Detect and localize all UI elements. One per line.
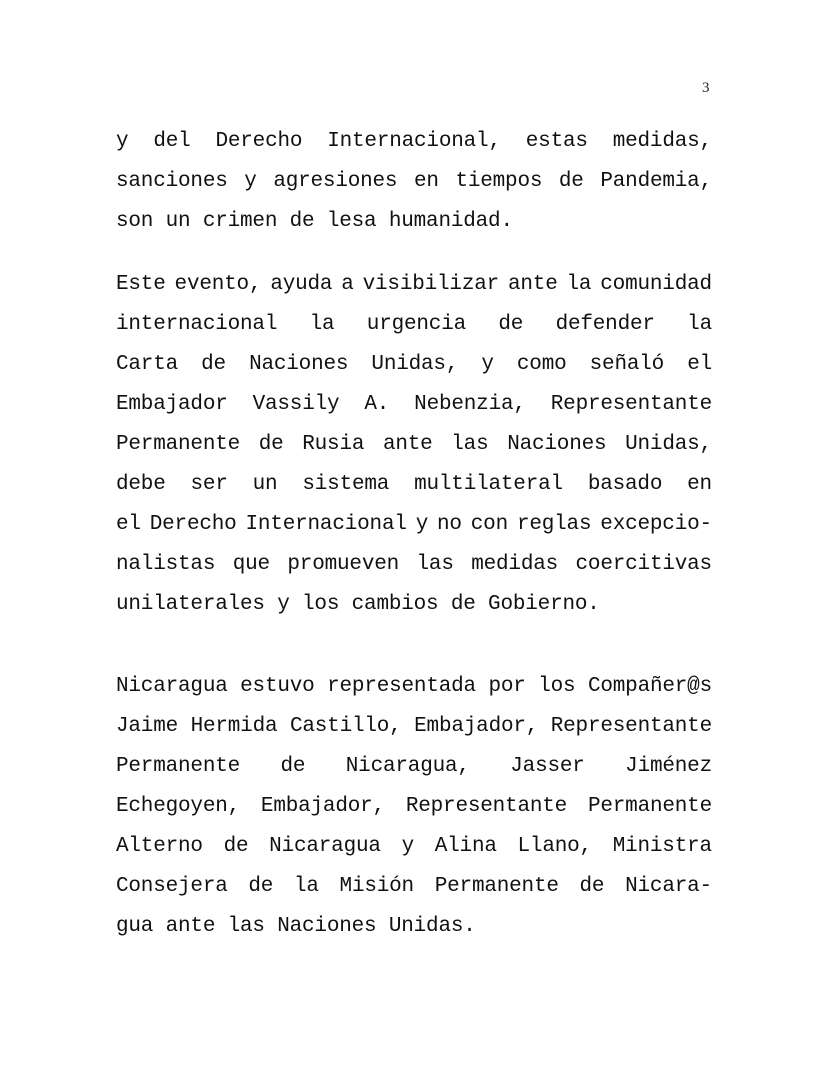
word: señaló bbox=[589, 353, 665, 376]
word: Unidas, bbox=[371, 353, 459, 376]
word: y bbox=[415, 513, 429, 536]
word: Consejera bbox=[116, 875, 228, 898]
text-line bbox=[116, 667, 712, 707]
word: promueven bbox=[287, 553, 400, 576]
word: medidas bbox=[471, 553, 559, 576]
paragraph-2 bbox=[116, 265, 712, 625]
word: Embajador bbox=[116, 393, 228, 416]
text-line bbox=[116, 385, 712, 425]
word: Internacional bbox=[245, 513, 407, 536]
word: excepcio- bbox=[600, 513, 712, 536]
word: las bbox=[451, 433, 489, 456]
word: del bbox=[153, 130, 191, 153]
word: Nicaragua, bbox=[345, 755, 470, 778]
word: defender bbox=[555, 313, 655, 336]
word: representada bbox=[327, 675, 476, 698]
text-line bbox=[116, 545, 712, 585]
word: de bbox=[280, 755, 306, 778]
text-line bbox=[116, 265, 712, 305]
word: Ministra bbox=[612, 835, 712, 858]
word: reglas bbox=[516, 513, 592, 536]
word: de bbox=[248, 875, 274, 898]
word: Jaime bbox=[116, 715, 179, 738]
word: Alina bbox=[434, 835, 497, 858]
text-line bbox=[116, 162, 712, 202]
word: Unidas, bbox=[625, 433, 712, 456]
word: Nicaragua bbox=[269, 835, 381, 858]
word: Misión bbox=[339, 875, 414, 898]
word: Compañer@s bbox=[587, 675, 712, 698]
word: la bbox=[566, 273, 592, 296]
word: Rusia bbox=[302, 433, 365, 456]
text-line bbox=[116, 707, 712, 747]
word: Nicara- bbox=[625, 875, 712, 898]
word: Llano, bbox=[517, 835, 592, 858]
word: estas bbox=[525, 130, 588, 153]
word: Embajador, bbox=[414, 715, 539, 738]
word: Alterno bbox=[116, 835, 203, 858]
word: a bbox=[341, 273, 354, 296]
word: debe bbox=[116, 473, 166, 496]
word: nalistas bbox=[116, 553, 216, 576]
word: comunidad bbox=[600, 273, 712, 296]
word: y bbox=[401, 835, 414, 858]
word: y bbox=[244, 170, 257, 193]
word: multilateral bbox=[414, 473, 563, 496]
paragraph-3 bbox=[116, 667, 712, 947]
word: Hermida bbox=[190, 715, 278, 738]
word: Jasser bbox=[510, 755, 585, 778]
word: Embajador, bbox=[260, 795, 385, 818]
word: en bbox=[687, 473, 712, 496]
word: Representante bbox=[405, 795, 568, 818]
word: Nebenzia, bbox=[414, 393, 526, 416]
word: el bbox=[116, 513, 141, 536]
text-line bbox=[116, 787, 712, 827]
text-line bbox=[116, 747, 712, 787]
text-line bbox=[116, 505, 712, 545]
word: Vassily bbox=[252, 393, 340, 416]
text-line bbox=[116, 425, 712, 465]
word: en bbox=[413, 170, 439, 193]
word: Permanente bbox=[116, 755, 241, 778]
word: no bbox=[437, 513, 462, 536]
word: Permanente bbox=[116, 433, 241, 456]
word: los bbox=[538, 675, 576, 698]
word: Echegoyen, bbox=[116, 795, 241, 818]
word: A. bbox=[364, 393, 390, 416]
word: de bbox=[258, 433, 284, 456]
word: Castillo, bbox=[289, 715, 402, 738]
text-line: gua ante las Naciones Unidas. bbox=[116, 915, 476, 938]
word: Jiménez bbox=[625, 755, 712, 778]
text-line: son un crimen de lesa humanidad. bbox=[116, 210, 513, 233]
word: de bbox=[201, 353, 226, 376]
word: el bbox=[687, 353, 712, 376]
word: de bbox=[558, 170, 584, 193]
word: Representante bbox=[550, 393, 712, 416]
word: Naciones bbox=[507, 433, 607, 456]
word: Carta bbox=[116, 353, 179, 376]
paragraph-1 bbox=[116, 122, 712, 242]
text-line bbox=[116, 122, 712, 162]
word: sistema bbox=[302, 473, 390, 496]
word: de bbox=[223, 835, 249, 858]
word: ser bbox=[190, 473, 228, 496]
word: Derecho bbox=[215, 130, 303, 153]
page-number: 3 bbox=[702, 80, 710, 96]
word: visibilizar bbox=[362, 273, 500, 296]
word: evento, bbox=[174, 273, 262, 296]
word: ante bbox=[382, 433, 433, 456]
text-line bbox=[116, 827, 712, 867]
text-line bbox=[116, 305, 712, 345]
word: Nicaragua bbox=[116, 675, 228, 698]
word: urgencia bbox=[366, 313, 467, 336]
word: tiempos bbox=[455, 170, 543, 193]
word: internacional bbox=[116, 313, 278, 336]
word: ayuda bbox=[270, 273, 333, 296]
word: Pandemia, bbox=[600, 170, 712, 193]
word: Derecho bbox=[149, 513, 237, 536]
word: como bbox=[516, 353, 567, 376]
word: agresiones bbox=[273, 170, 398, 193]
word: medidas, bbox=[612, 130, 712, 153]
word: de bbox=[579, 875, 605, 898]
word: Naciones bbox=[249, 353, 349, 376]
word: la bbox=[687, 313, 712, 336]
word: que bbox=[232, 553, 270, 576]
word: la bbox=[309, 313, 335, 336]
word: Este bbox=[116, 273, 166, 296]
word: por bbox=[488, 675, 526, 698]
word: coercitivas bbox=[575, 553, 712, 576]
word: la bbox=[293, 875, 319, 898]
word: de bbox=[498, 313, 524, 336]
word: un bbox=[252, 473, 278, 496]
word: basado bbox=[587, 473, 663, 496]
word: Permanente bbox=[587, 795, 712, 818]
text-line bbox=[116, 867, 712, 907]
text-line: unilaterales y los cambios de Gobierno. bbox=[116, 593, 600, 616]
word: sanciones bbox=[116, 170, 228, 193]
word: Permanente bbox=[434, 875, 559, 898]
word: Representante bbox=[550, 715, 712, 738]
text-line bbox=[116, 345, 712, 385]
word: estuvo bbox=[240, 675, 315, 698]
word: con bbox=[470, 513, 508, 536]
text-line bbox=[116, 465, 712, 505]
word: Internacional, bbox=[327, 130, 501, 153]
word: las bbox=[416, 553, 454, 576]
word: y bbox=[481, 353, 494, 376]
word: y bbox=[116, 130, 129, 153]
word: ante bbox=[507, 273, 558, 296]
